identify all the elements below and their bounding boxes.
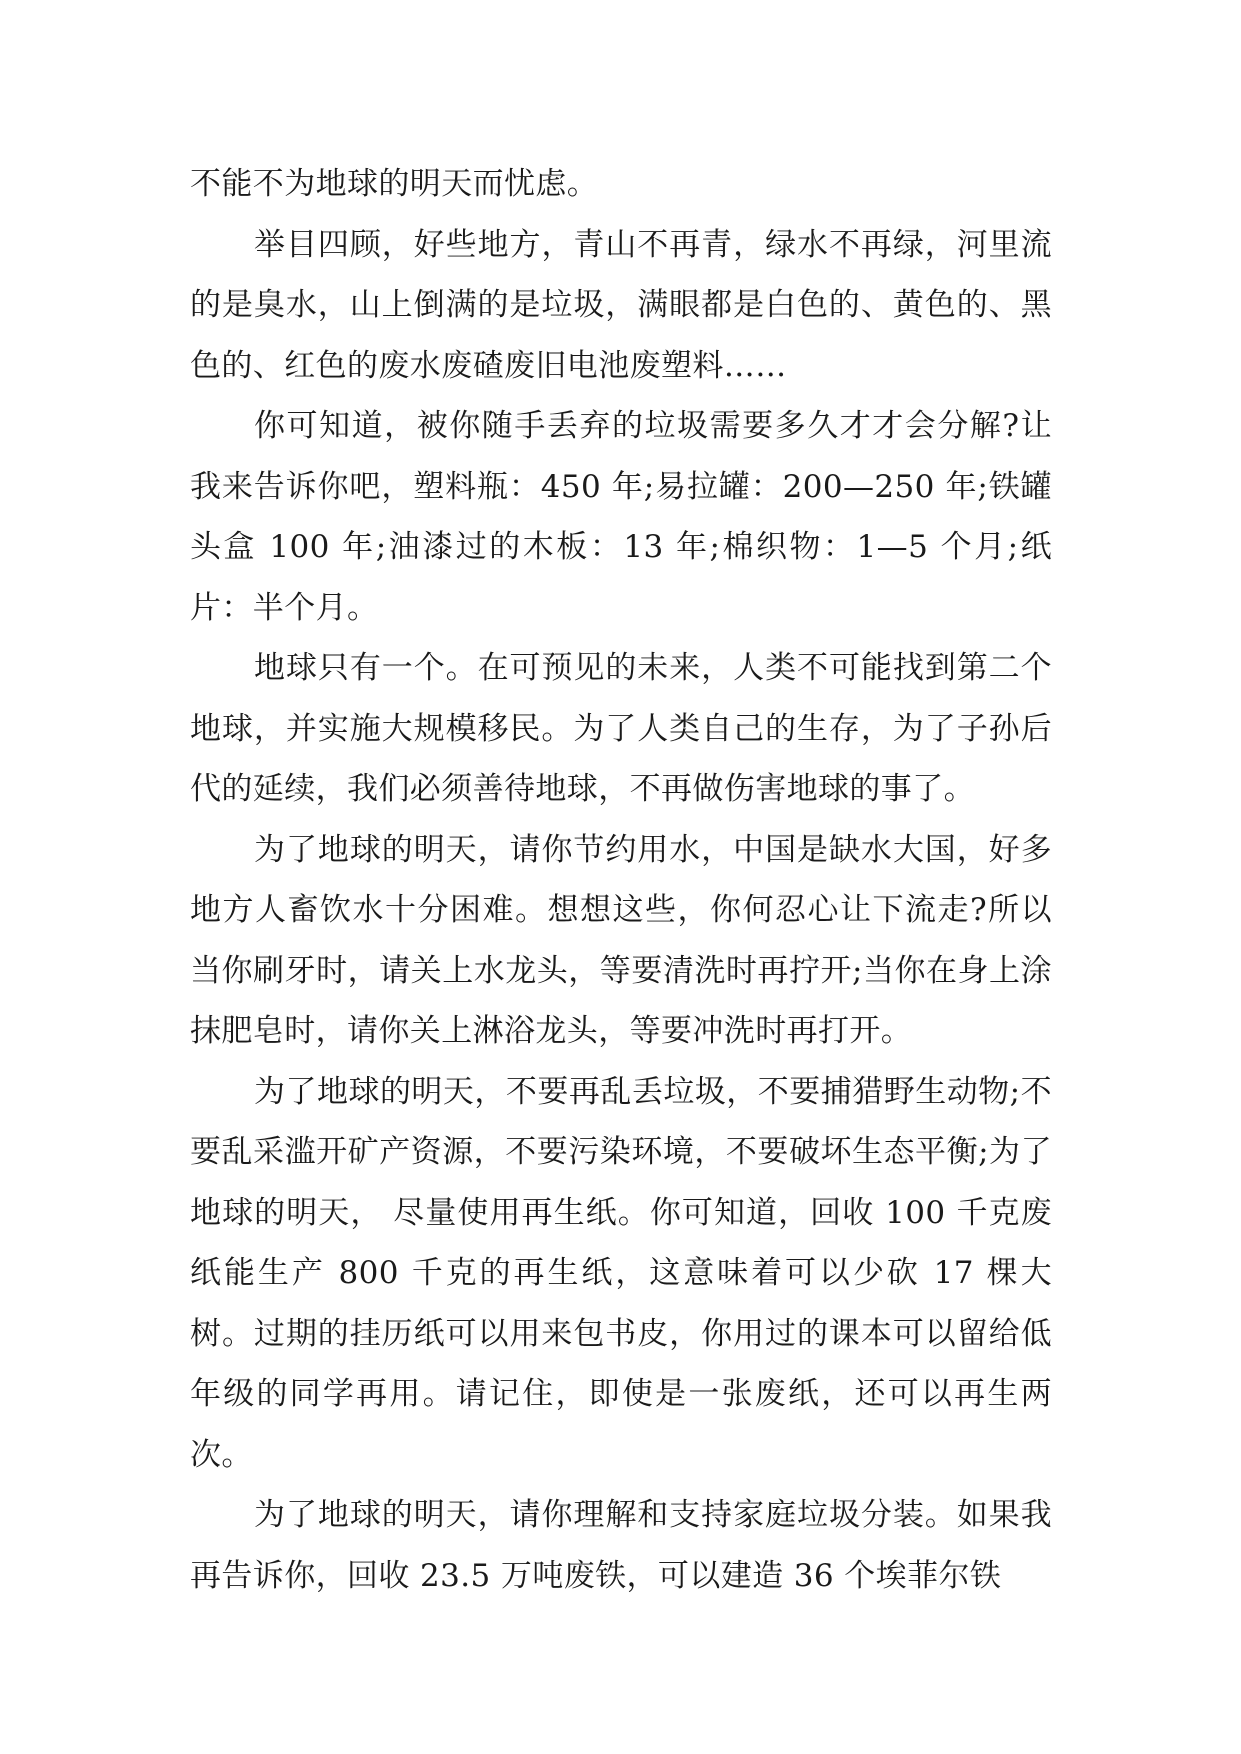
paragraph: 为了地球的明天，请你理解和支持家庭垃圾分装。如果我再告诉你，回收 23.5 万吨废铁，可以建造 36 个埃菲尔铁 [190, 1497, 1052, 1594]
paragraph: 你可知道，被你随手丢弃的垃圾需要多久才才会分解?让我来告诉你吧，塑料瓶：450 年;易拉罐：200—250 年;铁罐头盒 100 年;油漆过的木板：13 年;棉织物：1—5 个月;纸片：半个月。 [190, 408, 1052, 626]
paragraph: 地球只有一个。在可预见的未来，人类不可能找到第二个地球，并实施大规模移民。为了人类自己的生存，为了子孙后代的延续，我们必须善待地球，不再做伤害地球的事了。 [190, 650, 1052, 807]
body-text [190, 154, 1052, 1606]
paragraph: 为了地球的明天，不要再乱丢垃圾，不要捕猎野生动物;不要乱采滥开矿产资源，不要污染环境，不要破坏生态平衡;为了地球的明天， 尽量使用再生纸。你可知道，回收 100 千克废纸能生产 800 千克的再生纸，这意味着可以少砍 17 棵大树。过期的挂历纸可以用来包书皮，你用过的课本可以留给低年级的同学再用。请记住，即使是一张废纸，还可以再生两次。 [190, 1073, 1052, 1473]
paragraph: 举目四顾，好些地方，青山不再青，绿水不再绿，河里流的是臭水，山上倒满的是垃圾，满眼都是白色的、黄色的、黑色的、红色的废水废碴废旧电池废塑料…… [190, 226, 1052, 384]
paragraph: 为了地球的明天，请你节约用水，中国是缺水大国，好多地方人畜饮水十分困难。想想这些，你何忍心让下流走?所以当你刷牙时，请关上水龙头，等要清洗时再拧开;当你在身上涂抹肥皂时，请你关上淋浴龙头，等要冲洗时再打开。 [190, 831, 1052, 1049]
paragraph-continuation: 不能不为地球的明天而忧虑。 [190, 166, 599, 202]
